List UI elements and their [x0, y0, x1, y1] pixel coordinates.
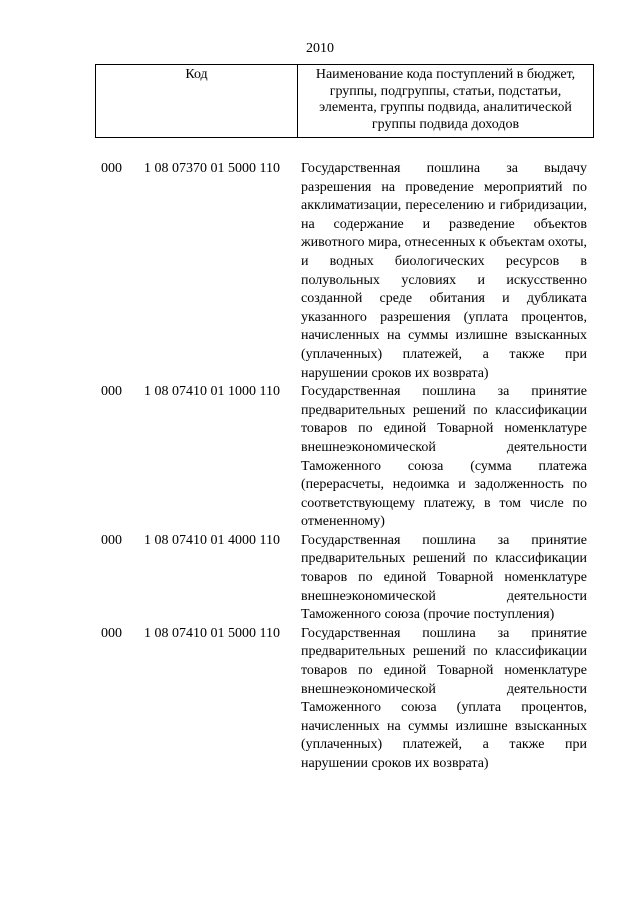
- row-admin-code: 000: [101, 625, 122, 641]
- row-admin-code: 000: [101, 161, 122, 176]
- row-description: Государственная пошлина за принятие предварительных решений по классификации товаров по единой Товарной номенклатуре внешнеэкономической деятельности Таможенного союза (сумма платежа (перерасчеты, недоимка и задолженность по соответствующему платежу, в том числе по отмененному): [301, 384, 587, 530]
- header-code-column: Код: [96, 65, 298, 137]
- row-revenue-code: 1 08 07410 01 4000 110: [144, 532, 280, 548]
- table-row: [0, 625, 640, 774]
- table-row: [0, 160, 640, 383]
- row-revenue-code: 1 08 07370 01 5000 110: [144, 161, 280, 176]
- row-revenue-code: 1 08 07410 01 1000 110: [144, 384, 280, 400]
- table-row: [0, 532, 640, 625]
- table-header: [95, 64, 594, 138]
- row-description: Государственная пошлина за принятие предварительных решений по классификации товаров по единой Товарной номенклатуре внешнеэкономической деятельности Таможенного союза (уплата процентов, начисленных на суммы излишне взысканных (уплаченных) платежей, а также при нарушении сроков их возврата): [301, 625, 587, 771]
- table-row: [0, 383, 640, 532]
- row-admin-code: 000: [101, 532, 122, 548]
- page-number: 2010: [306, 41, 334, 56]
- row-admin-code: 000: [101, 384, 122, 400]
- header-name-column: Наименование кода поступлений в бюджет, группы, подгруппы, статьи, подстатьи, элемента, группы подвида, аналитической группы подвида доходов: [315, 67, 576, 132]
- row-description: Государственная пошлина за выдачу разрешения на проведение мероприятий по акклиматизации, переселению и гибридизации, на содержание и разведение объектов животного мира, отнесенных к объектам охоты, и водных биологических ресурсов в полувольных условиях и искусственно созданной среде обитания и дубликата указанного разрешения (уплата процентов, начисленных на суммы излишне взысканных (уплаченных) платежей, а также при нарушении сроков их возврата): [301, 161, 588, 381]
- table-body: [0, 160, 640, 774]
- row-revenue-code: 1 08 07410 01 5000 110: [144, 625, 280, 641]
- row-description: Государственная пошлина за принятие предварительных решений по классификации товаров по единой Товарной номенклатуре внешнеэкономической деятельности Таможенного союза (прочие поступления): [301, 532, 587, 623]
